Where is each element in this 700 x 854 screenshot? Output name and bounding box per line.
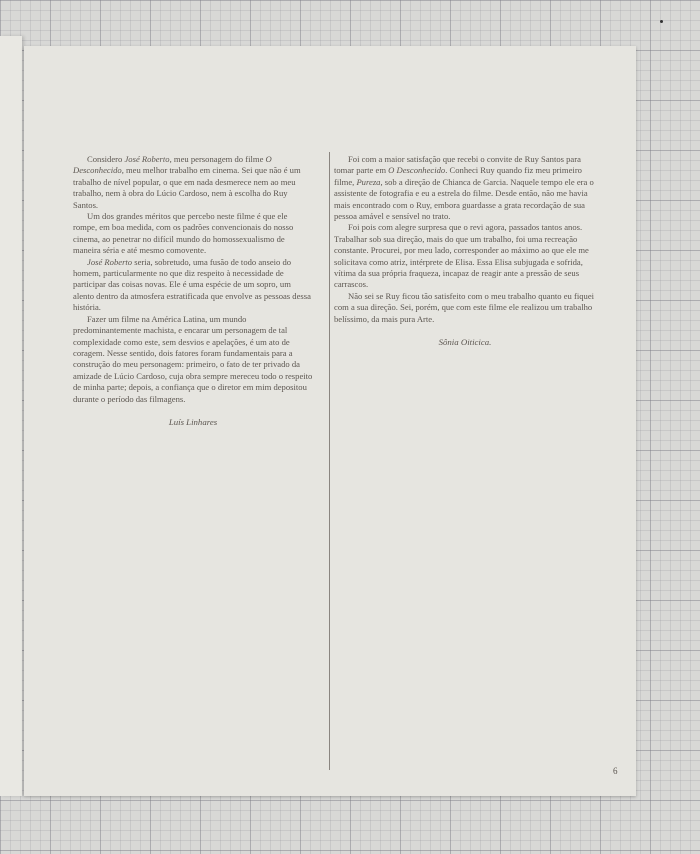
document-page	[24, 46, 636, 796]
page-number: 6	[613, 766, 618, 776]
paragraph: Fazer um filme na América Latina, um mundo predominantemente machista, e encarar um personagem de tal complexidade como este, sem desvios e apelações, é um ato de coragem. Nesse sentido, dois fatores foram fundamentais para a construção do meu personagem: primeiro, o fato de ter privado da amizade de Lúcio Cardoso, cuja obra sempre mereceu todo o respeito de minha parte; depois, a confiança que o diretor em mim depositou durante o período das filmagens.	[73, 313, 313, 404]
speck	[660, 20, 663, 23]
paragraph: José Roberto seria, sobretudo, uma fusão de todo anseio do homem, particularmente no que diz respeito à necessidade de participar das coisas novas. Ele é uma espécie de um sopro, um alento dentro da atmosfera estratificada que envolve as pessoas dessa história.	[73, 256, 311, 313]
left-column	[73, 154, 313, 428]
right-signature: Sônia Oiticica.	[438, 337, 492, 348]
italic-title: O Desconhecido	[388, 165, 446, 176]
left-signature: Luís Linhares	[168, 416, 218, 427]
paragraph: Foi pois com alegre surpresa que o revi agora, passados tantos anos. Trabalhar sob sua direção, mais do que um trabalho, foi uma recreação constante. Procurei, por meu lado, corresponder ao máximo ao que ele me solicitava como atriz, intérprete de Elisa. Essa Elisa subjugada e sofrida, vítima da sua própria fraqueza, incapaz de reagir ante a pressão de seus carrascos.	[334, 222, 589, 290]
paragraph: Considero José Roberto, meu personagem do filme O Desconhecido, meu melhor trabalho em cinema. Sei que não é um trabalho de nível popular, o que em nada desmerece nem ao meu trabalho, nem à obra do Lúcio Cardoso, nem à escolha do Ruy Santos.	[73, 154, 301, 210]
right-column-text	[334, 154, 596, 325]
paragraph: Foi com a maior satisfação que recebi o convite de Ruy Santos para tomar parte em O Desconhecido. Conheci Ruy quando fiz meu primeiro filme, Pureza, sob a direção de Chianca de Garcia. Naquele tempo ele era o assistente de fotografia e eu a estrela do filme. Desde então, não me havia mais encontrado com o Ruy, embora guardasse a grata recordação de sua pessoa amável e sensível no trato.	[334, 154, 594, 222]
left-column-text	[73, 154, 313, 405]
italic-title: José Roberto	[87, 256, 133, 267]
paragraph: Não sei se Ruy ficou tão satisfeito com o meu trabalho quanto eu fiquei com a sua direção. Sei, porém, que com este filme ele realizou um trabalho belíssimo, da mais pura Arte.	[334, 290, 595, 324]
italic-title: Pureza	[356, 176, 381, 187]
column-divider	[329, 152, 330, 770]
right-column	[334, 154, 596, 349]
italic-title: José Roberto	[124, 154, 170, 164]
paragraph: Um dos grandes méritos que percebo neste filme é que ele rompe, em boa medida, com os padrões convencionais do nosso cinema, ao penetrar no difícil mundo do homossexualismo de maneira séria e até mesmo comovente.	[73, 211, 294, 256]
italic-title: O Desconhecido	[73, 154, 272, 176]
adjacent-page-edge	[0, 36, 22, 796]
